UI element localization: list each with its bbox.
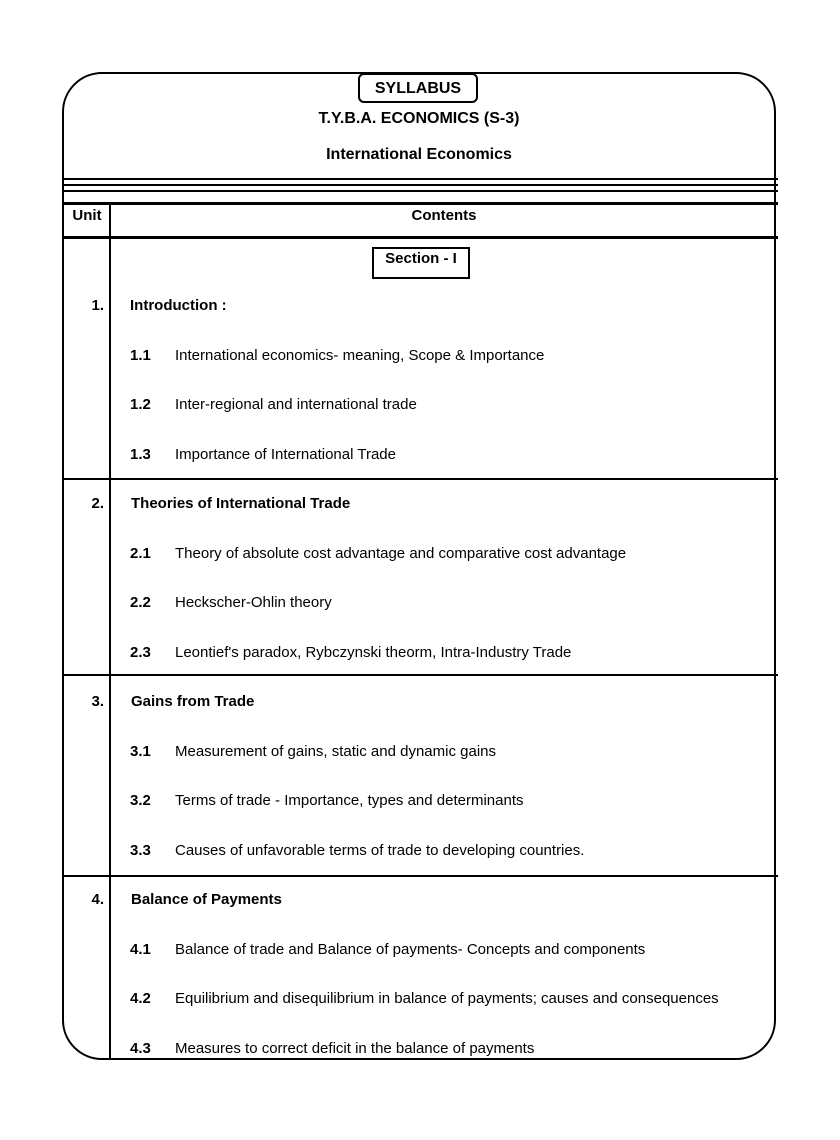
- section-label: Section - I: [372, 247, 470, 279]
- unit-title: Balance of Payments: [131, 891, 282, 908]
- topic-number: 1.1: [130, 347, 151, 364]
- subject-title: International Economics: [326, 146, 512, 163]
- topic-number: 3.2: [130, 792, 151, 809]
- topic-text: Heckscher-Ohlin theory: [175, 594, 332, 611]
- topic-text: Equilibrium and disequilibrium in balance of payments; causes and consequences: [175, 990, 719, 1007]
- topic-number: 1.2: [130, 396, 151, 413]
- divider: [62, 178, 778, 180]
- topic-text: International economics- meaning, Scope & Importance: [175, 347, 545, 364]
- unit-title: Theories of International Trade: [131, 495, 351, 512]
- topic-number: 2.2: [130, 594, 151, 611]
- row-divider: [62, 875, 778, 877]
- topic-number: 4.2: [130, 990, 151, 1007]
- unit-number: 2.: [91, 495, 104, 512]
- topic-text: Causes of unfavorable terms of trade to developing countries.: [175, 842, 585, 859]
- topic-number: 4.3: [130, 1040, 151, 1057]
- unit-number: 3.: [91, 693, 104, 710]
- topic-number: 3.3: [130, 842, 151, 859]
- unit-title: Introduction :: [130, 297, 227, 314]
- topic-number: 2.3: [130, 644, 151, 661]
- unit-number: 1.: [91, 297, 104, 314]
- table-top-border: [62, 202, 778, 205]
- column-divider: [109, 203, 111, 1060]
- course-title: T.Y.B.A. ECONOMICS (S-3): [318, 110, 520, 127]
- topic-text: Inter-regional and international trade: [175, 396, 417, 413]
- contents-column-header: Contents: [411, 207, 477, 224]
- divider: [62, 184, 778, 186]
- topic-text: Theory of absolute cost advantage and comparative cost advantage: [175, 545, 627, 562]
- unit-title: Gains from Trade: [131, 693, 255, 710]
- topic-number: 3.1: [130, 743, 151, 760]
- topic-text: Importance of International Trade: [175, 446, 396, 463]
- topic-text: Measurement of gains, static and dynamic gains: [175, 743, 496, 760]
- syllabus-badge: SYLLABUS: [358, 73, 478, 103]
- divider: [62, 190, 778, 192]
- unit-column-header: Unit: [72, 207, 102, 224]
- table-header-border: [62, 236, 778, 239]
- row-divider: [62, 674, 778, 676]
- topic-number: 4.1: [130, 941, 151, 958]
- unit-number: 4.: [91, 891, 104, 908]
- topic-number: 1.3: [130, 446, 151, 463]
- topic-text: Terms of trade - Importance, types and determinants: [175, 792, 524, 809]
- topic-text: Measures to correct deficit in the balance of payments: [175, 1040, 535, 1057]
- topic-number: 2.1: [130, 545, 151, 562]
- topic-text: Leontief's paradox, Rybczynski theorm, Intra-Industry Trade: [175, 644, 572, 661]
- topic-text: Balance of trade and Balance of payments- Concepts and components: [175, 941, 646, 958]
- row-divider: [62, 478, 778, 480]
